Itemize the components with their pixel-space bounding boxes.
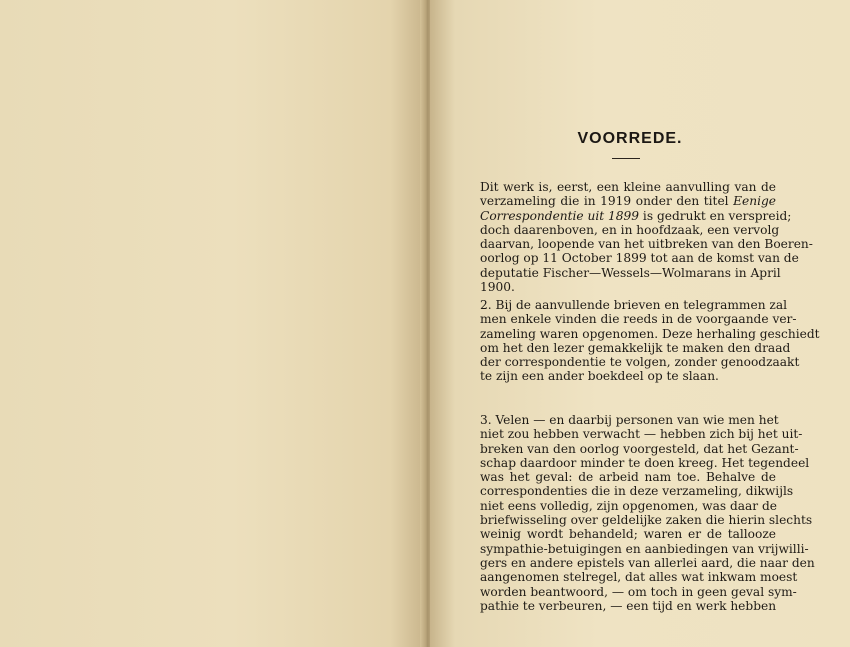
- italic-title-word: Eenige: [733, 194, 776, 209]
- paragraph-line: pathie te verbeuren, — een tijd en werk hebben: [480, 598, 777, 613]
- paragraph-line: om het den lezer gemakkelijk te maken den draad: [480, 340, 791, 355]
- paragraph-1: [480, 180, 813, 295]
- paragraph-2: [480, 298, 820, 384]
- heading-rule: [612, 158, 640, 159]
- paragraph-3: [480, 413, 815, 613]
- paragraph-line: 1900.: [480, 280, 515, 295]
- paragraph-line: zameling waren opgenomen. Deze herhaling geschiedt: [480, 326, 820, 341]
- paragraph-line: men enkele vinden die reeds in de voorgaande ver-: [480, 312, 797, 327]
- paragraph-line: te zijn een ander boekdeel op te slaan.: [480, 369, 719, 384]
- paragraph-line: gers en andere epistels van allerlei aard, die naar den: [480, 555, 815, 570]
- paragraph-line: 2. Bij de aanvullende brieven en telegrammen zal: [480, 298, 788, 312]
- paragraph-line: daarvan, loopende van het uitbreken van den Boeren-: [480, 237, 813, 252]
- paragraph-line: aangenomen stelregel, dat alles wat inkwam moest: [480, 570, 798, 585]
- paragraph-line: [480, 194, 776, 208]
- text-run: verzameling die in 1919 onder den titel: [480, 194, 734, 209]
- paragraph-line: weinig wordt behandeld; waren er de tallooze: [480, 527, 776, 542]
- paragraph-line: correspondenties die in deze verzameling, dikwijls: [480, 484, 794, 499]
- paragraph-line: niet eens volledig, zijn opgenomen, was daar de: [480, 498, 778, 513]
- paragraph-line: 3. Velen — en daarbij personen van wie men het: [480, 413, 779, 427]
- paragraph-line: sympathie-betuigingen en aanbiedingen van vrijwilli-: [480, 541, 809, 556]
- paragraph-line: niet zou hebben verwacht — hebben zich bij het uit-: [480, 427, 803, 442]
- paragraph-line: breken van den oorlog voorgesteld, dat het Gezant-: [480, 441, 799, 456]
- text-run: is gedrukt en verspreid;: [639, 208, 792, 223]
- paragraph-line: Dit werk is, eerst, een kleine aanvulling van de: [480, 180, 776, 194]
- paragraph-line: [480, 208, 792, 223]
- paragraph-line: doch daarenboven, en in hoofdzaak, een vervolg: [480, 222, 780, 237]
- page-heading: VOORREDE.: [577, 130, 683, 147]
- paragraph-line: der correspondentie te volgen, zonder genoodzaakt: [480, 355, 800, 370]
- paragraph-line: schap daardoor minder te doen kreeg. Het tegendeel: [480, 455, 810, 470]
- paragraph-line: oorlog op 11 October 1899 tot aan de komst van de: [480, 251, 799, 266]
- paragraph-line: deputatie Fischer—Wessels—Wolmarans in April: [480, 265, 781, 280]
- paragraph-line: worden beantwoord, — om toch in geen geval sym-: [480, 584, 797, 599]
- paragraph-line: was het geval: de arbeid nam toe. Behalve de: [480, 470, 776, 485]
- paragraph-line: briefwisseling over geldelijke zaken die hierin slechts: [480, 513, 813, 528]
- italic-title: Correspondentie uit 1899: [480, 208, 640, 223]
- left-page: [0, 0, 424, 647]
